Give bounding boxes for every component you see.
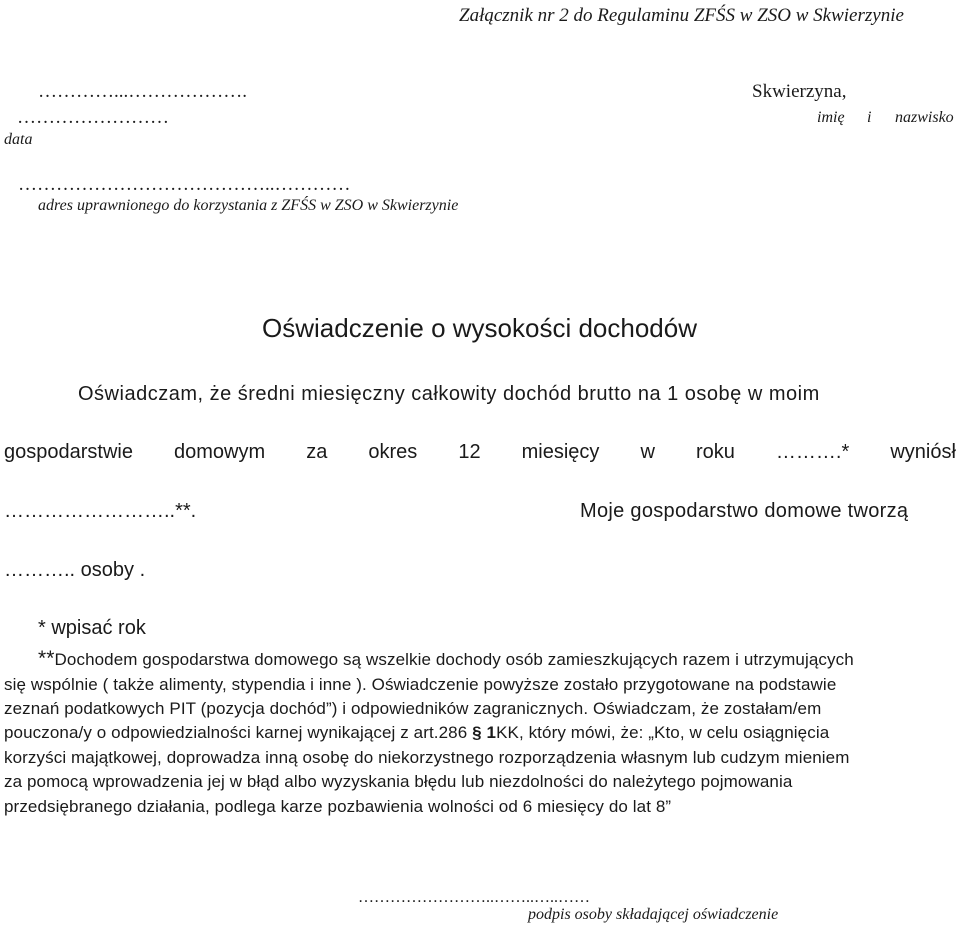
word: w <box>640 441 655 463</box>
word: wyniósł <box>890 441 956 463</box>
footnote-line-5: korzyści majątkowej, doprowadza inną osobę do niekorzystnego rozporządzenia własnym lub cudzym mieniem <box>4 748 850 767</box>
word: domowym <box>174 441 266 463</box>
signature-dots: ……………………..……..…..…… <box>358 889 590 906</box>
household-size-line: ……….. osoby . <box>4 559 146 581</box>
footnote-star-1: * wpisać rok <box>38 617 146 639</box>
word: 12 <box>458 441 481 463</box>
name-label-imie: imię <box>817 109 845 126</box>
footnote-star-2: ** <box>38 647 55 670</box>
footnote-line-1: **Dochodem gospodarstwa domowego są wszelkie dochody osób zamieszkujących razem i utrzymujących <box>38 647 854 670</box>
name-label-nazwisko: nazwisko <box>895 109 954 126</box>
footnote-line-4: pouczona/y o odpowiedzialności karnej wynikającej z art.286 § 1KK, który mówi, że: „Kto, w celu osiągnięcia <box>4 723 830 742</box>
footnote-line-3: zeznań podatkowych PIT (pozycja dochód”) i odpowiedników zagranicznych. Oświadczam, że zostałam/em <box>4 699 822 718</box>
year-blank: ……….* <box>775 441 850 463</box>
name-label-i: i <box>867 109 872 126</box>
word: za <box>306 441 328 463</box>
body-line-1: Oświadczam, że średni miesięczny całkowity dochód brutto na 1 osobę w moim <box>78 383 820 405</box>
name-dots-line: …………...………………. <box>38 81 247 102</box>
attachment-note: Załącznik nr 2 do Regulaminu ZFŚS w ZSO w Skwierzynie <box>459 5 904 26</box>
page-title: Oświadczenie o wysokości dochodów <box>262 313 697 343</box>
address-dots-line: …………………………………..………… <box>18 174 351 195</box>
paragraph-sign: § <box>472 723 482 742</box>
footnote-line-6: za pomocą wprowadzenia jej w błąd albo wyzyskania błędu lub niezdolności do należytego pojmowania <box>4 772 793 791</box>
date-dots-line: …………………… <box>17 107 169 128</box>
address-label: adres uprawnionego do korzystania z ZFŚS w ZSO w Skwierzynie <box>38 197 459 214</box>
place-label: Skwierzyna, <box>752 81 847 102</box>
word: roku <box>695 441 735 463</box>
signature-label: podpis osoby składającej oświadczenie <box>528 906 779 923</box>
footnote-line-7: przedsiębranego działania, podlega karze pozbawienia wolności od 6 miesięcy do lat 8” <box>4 797 672 816</box>
word: okres <box>368 441 418 463</box>
date-label: data <box>4 131 33 148</box>
body-line-3-right: Moje gospodarstwo domowe tworzą <box>580 500 909 522</box>
footnote-line-2: się wspólnie ( także alimenty, stypendia i inne ). Oświadczenie powyższe zostało przygotowane na podstawie <box>4 675 837 694</box>
word: miesięcy <box>521 441 600 463</box>
income-blank: ……………………..**. <box>4 500 197 522</box>
word: gospodarstwie <box>4 441 133 463</box>
body-line-2 <box>4 441 956 464</box>
